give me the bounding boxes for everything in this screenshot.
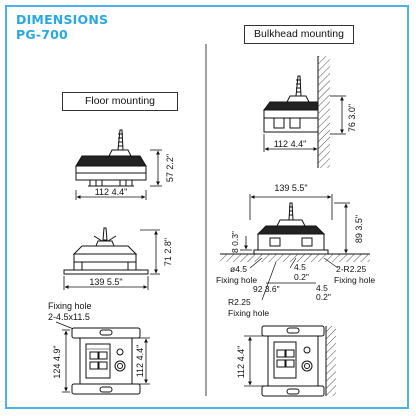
bulkhead-hole-diameter: ø4.5 [230, 264, 248, 274]
floor-side-height: 57 2.2" [165, 153, 175, 183]
title-model: PG-700 [16, 27, 68, 42]
bulkhead-side-width: 112 4.4" [273, 139, 307, 149]
floor-side-width: 112 4.4" [94, 187, 128, 197]
bulkhead-plan-wall-hatch [326, 326, 336, 396]
bulkhead-depth-2: 4.5 [316, 283, 328, 293]
bulkhead-fixing-hole-bottom: Fixing hole [228, 308, 270, 318]
title-dimensions: DIMENSIONS [16, 12, 109, 27]
floor-fixing-hole-label: Fixing hole [48, 301, 92, 311]
floor-plan-width: 112 4.4" [135, 344, 145, 378]
bulkhead-base-width: 92 3.6" [253, 284, 280, 294]
bulkhead-plan-dims [244, 336, 266, 386]
floor-fixing-hole-spec: 2-4.5x11.5 [48, 312, 90, 322]
bulkhead-side-height: 76 3.0" [347, 103, 357, 133]
bulkhead-floor-hatch [220, 254, 370, 262]
floor-mounting-label: Floor mounting [62, 92, 178, 111]
floor-side-view [76, 130, 146, 186]
floor-front-height: 71 2.8" [163, 237, 173, 267]
bulkhead-front-view [220, 203, 370, 254]
bulkhead-fixing-hole-right: Fixing hole [334, 275, 376, 285]
bulkhead-side-view [264, 76, 318, 132]
bulkhead-depth-2-inch: 0.2" [316, 292, 331, 302]
bulkhead-r-label: R2.25 [228, 297, 251, 307]
bulkhead-radius-spec: 2-R2.25 [336, 264, 367, 274]
bulkhead-plan-width: 112 4.4" [236, 345, 246, 379]
bulkhead-fixing-hole-left: Fixing hole [216, 275, 258, 285]
floor-plan-height: 124 4.9" [52, 345, 62, 379]
bulkhead-depth-1: 4.5 [294, 262, 306, 272]
bulkhead-front-height: 89 3.5" [354, 214, 364, 244]
bulkhead-wall-hatch [318, 56, 330, 168]
floor-front-view [64, 228, 148, 274]
bulkhead-depth-1-inch: 0.2" [294, 272, 309, 282]
floor-plan-view [56, 322, 140, 394]
bulkhead-plan-view [262, 326, 324, 396]
bulkhead-small-offset: 8 0.3" [230, 231, 240, 253]
bulkhead-mounting-label: Bulkhead mounting [244, 25, 354, 44]
bulkhead-front-width: 139 5.5" [274, 183, 308, 193]
floor-front-width: 139 5.5" [89, 277, 123, 287]
